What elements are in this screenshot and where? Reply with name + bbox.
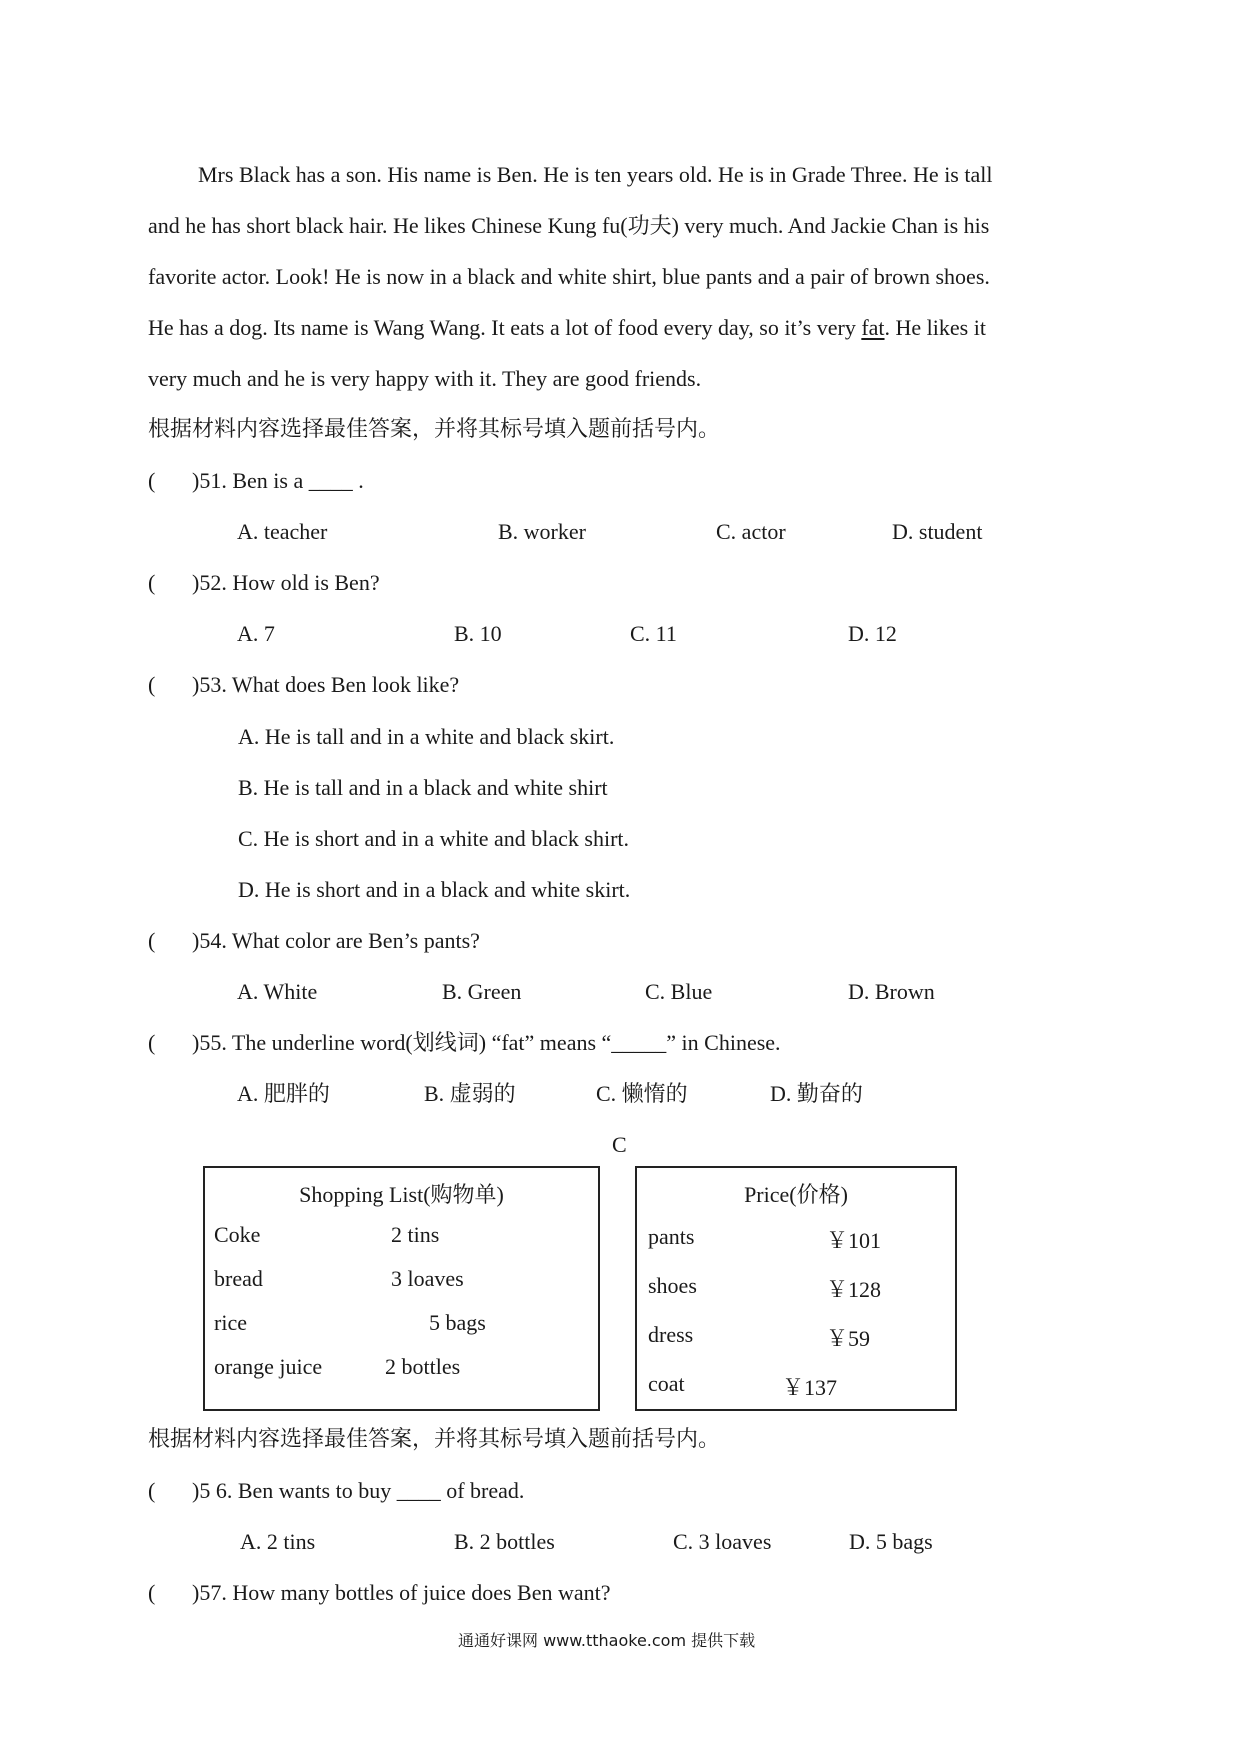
question-54: )54. What color are Ben’s pants? — [192, 928, 480, 953]
shopping-list-title: Shopping List(购物单) — [299, 1182, 504, 1207]
instruction-2: 根据材料内容选择最佳答案，并将其标号填入题前括号内。 — [148, 1426, 721, 1451]
answer-bracket-57[interactable]: ( — [148, 1580, 156, 1605]
price-item: coat — [648, 1371, 685, 1396]
q53-option-b[interactable]: B. He is tall and in a black and white shirt — [238, 775, 608, 800]
q56-option-c[interactable]: C. 3 loaves — [673, 1529, 772, 1554]
answer-bracket-55[interactable]: ( — [148, 1030, 156, 1055]
shopping-qty: 2 tins — [391, 1222, 440, 1247]
price-value: ￥59 — [826, 1326, 871, 1351]
q51-option-d[interactable]: D. student — [892, 519, 983, 544]
shopping-qty: 3 loaves — [391, 1266, 464, 1291]
price-value: ￥137 — [782, 1375, 838, 1400]
q56-option-d[interactable]: D. 5 bags — [849, 1529, 933, 1554]
shopping-item: Coke — [214, 1222, 261, 1247]
underlined-word-fat: fat — [861, 315, 885, 340]
shopping-list-box — [203, 1166, 600, 1411]
passage-line-4-start: He has a dog. Its name is Wang Wang. It eats a lot of food every day, so it’s very — [148, 315, 862, 340]
shopping-item: bread — [214, 1266, 263, 1291]
price-item: dress — [648, 1322, 694, 1347]
question-56: )5 6. Ben wants to buy ____ of bread. — [192, 1478, 525, 1503]
q53-option-a[interactable]: A. He is tall and in a white and black skirt. — [238, 724, 615, 749]
price-item: pants — [648, 1224, 695, 1249]
q54-option-a[interactable]: A. White — [237, 979, 318, 1004]
q51-option-a[interactable]: A. teacher — [237, 519, 328, 544]
q52-option-c[interactable]: C. 11 — [630, 621, 677, 646]
question-52: )52. How old is Ben? — [192, 570, 380, 595]
instruction-1: 根据材料内容选择最佳答案，并将其标号填入题前括号内。 — [148, 416, 721, 441]
q54-option-b[interactable]: B. Green — [442, 979, 522, 1004]
shopping-item: orange juice — [214, 1354, 323, 1379]
page-footer: 通通好课网 www.tthaoke.com 提供下载 — [458, 1631, 756, 1650]
answer-bracket-53[interactable]: ( — [148, 672, 156, 697]
price-list-box — [635, 1166, 957, 1411]
price-list-title: Price(价格) — [744, 1182, 848, 1207]
q51-option-c[interactable]: C. actor — [716, 519, 786, 544]
question-51: )51. Ben is a ____ . — [192, 468, 364, 493]
passage-line-2: and he has short black hair. He likes Chinese Kung fu(功夫) very much. And Jackie Chan is his — [148, 213, 990, 238]
passage-line-3: favorite actor. Look! He is now in a black and white shirt, blue pants and a pair of brown shoes. — [148, 264, 990, 289]
q55-option-b[interactable]: B. 虚弱的 — [424, 1081, 516, 1106]
q52-option-d[interactable]: D. 12 — [848, 621, 897, 646]
q56-option-a[interactable]: A. 2 tins — [240, 1529, 316, 1554]
q52-option-b[interactable]: B. 10 — [454, 621, 502, 646]
q55-option-a[interactable]: A. 肥胖的 — [237, 1081, 330, 1106]
q55-option-d[interactable]: D. 勤奋的 — [770, 1081, 863, 1106]
q55-option-c[interactable]: C. 懒惰的 — [596, 1081, 688, 1106]
shopping-item: rice — [214, 1310, 247, 1335]
passage-line-4-end: . He likes it — [884, 315, 986, 340]
shopping-qty: 5 bags — [429, 1310, 486, 1335]
answer-bracket-52[interactable]: ( — [148, 570, 156, 595]
q53-option-c[interactable]: C. He is short and in a white and black shirt. — [238, 826, 630, 851]
price-item: shoes — [648, 1273, 697, 1298]
q51-option-b[interactable]: B. worker — [498, 519, 586, 544]
q56-option-b[interactable]: B. 2 bottles — [454, 1529, 555, 1554]
section-c-heading: C — [612, 1132, 627, 1157]
q54-option-c[interactable]: C. Blue — [645, 979, 713, 1004]
answer-bracket-54[interactable]: ( — [148, 928, 156, 953]
price-value: ￥128 — [826, 1277, 882, 1302]
passage-line-4 — [148, 317, 986, 339]
question-53: )53. What does Ben look like? — [192, 672, 460, 697]
passage-line-5: very much and he is very happy with it. They are good friends. — [148, 366, 702, 391]
q54-option-d[interactable]: D. Brown — [848, 979, 935, 1004]
shopping-qty: 2 bottles — [385, 1354, 461, 1379]
passage-line-1: Mrs Black has a son. His name is Ben. He is ten years old. He is in Grade Three. He is tall — [198, 162, 993, 187]
answer-bracket-51[interactable]: ( — [148, 468, 156, 493]
q52-option-a[interactable]: A. 7 — [237, 621, 275, 646]
q53-option-d[interactable]: D. He is short and in a black and white skirt. — [238, 877, 631, 902]
question-57: )57. How many bottles of juice does Ben want? — [192, 1580, 611, 1605]
question-55: )55. The underline word(划线词) “fat” means “_____” in Chinese. — [192, 1030, 781, 1055]
answer-bracket-56[interactable]: ( — [148, 1478, 156, 1503]
price-value: ￥101 — [826, 1228, 882, 1253]
